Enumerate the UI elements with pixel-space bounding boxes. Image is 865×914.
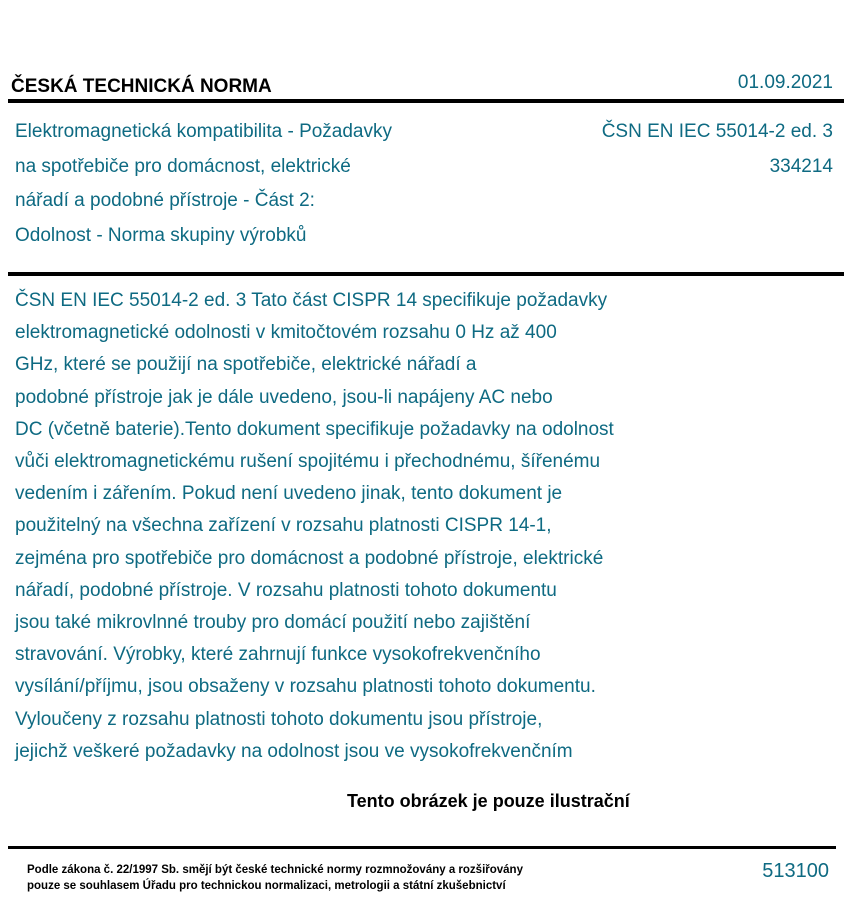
title-divider (8, 272, 844, 276)
abstract-line: vysílání/příjmu, jsou obsaženy v rozsahu platnosti tohoto dokumentu. (15, 676, 596, 698)
document-title (15, 115, 475, 253)
abstract-line: elektromagnetické odolnosti v kmitočtovém rozsahu 0 Hz až 400 (15, 322, 557, 344)
document-designation (602, 115, 833, 184)
legal-notice (27, 862, 523, 894)
abstract-line: vedením i zářením. Pokud není uvedeno jinak, tento dokument je (15, 483, 563, 505)
standard-code: ČSN EN IEC 55014-2 ed. 3 (601, 121, 833, 142)
abstract-line: jsou také mikrovlnné trouby pro domácí použití nebo zajištění (15, 612, 531, 634)
footer-divider (8, 846, 836, 849)
classification-number: 334214 (769, 155, 833, 177)
abstract-line: nářadí, podobné přístroje. V rozsahu platnosti tohoto dokumentu (15, 579, 557, 601)
header-divider (8, 99, 844, 103)
abstract-line: použitelný na všechna zařízení v rozsahu platnosti CISPR 14-1, (15, 515, 552, 537)
abstract-line: GHz, které se použijí na spotřebiče, elektrické nářadí a (15, 354, 477, 376)
standard-header-title: ČESKÁ TECHNICKÁ NORMA (11, 76, 272, 97)
document-title-line: na spotřebiče pro domácnost, elektrické (15, 155, 351, 177)
document-title-line: Odolnost - Norma skupiny výrobků (15, 224, 307, 246)
legal-notice-line: Podle zákona č. 22/1997 Sb. smějí být české technické normy rozmnožovány a rozšiřovány (27, 864, 523, 876)
legal-notice-line: pouze se souhlasem Úřadu pro technickou normalizaci, metrologii a státní zkušebnictví (27, 880, 506, 892)
abstract-text (15, 285, 775, 768)
abstract-line: zejména pro spotřebiče pro domácnost a podobné přístroje, elektrické (15, 547, 604, 569)
abstract-line: ČSN EN IEC 55014-2 ed. 3 Tato část CISPR 14 specifikuje požadavky (15, 290, 608, 311)
abstract-line: stravování. Výrobky, které zahrnují funkce vysokofrekvenčního (15, 644, 541, 666)
abstract-line: vůči elektromagnetickému rušení spojitému i přechodnému, šířenému (15, 451, 601, 473)
publication-date: 01.09.2021 (737, 72, 833, 93)
abstract-line: DC (včetně baterie).Tento dokument specifikuje požadavky na odolnost (15, 418, 614, 440)
illustration-disclaimer: Tento obrázek je pouze ilustrační (347, 791, 630, 811)
document-title-line: Elektromagnetická kompatibilita - Požadavky (15, 121, 393, 142)
abstract-line: jejichž veškeré požadavky na odolnost jsou ve vysokofrekvenčním (15, 740, 573, 762)
document-title-line: nářadí a podobné přístroje - Část 2: (15, 190, 315, 211)
catalog-number: 513100 (762, 860, 829, 882)
abstract-line: podobné přístroje jak je dále uvedeno, jsou-li napájeny AC nebo (15, 386, 553, 408)
abstract-line: Vyloučeny z rozsahu platnosti tohoto dokumentu jsou přístroje, (15, 708, 543, 730)
